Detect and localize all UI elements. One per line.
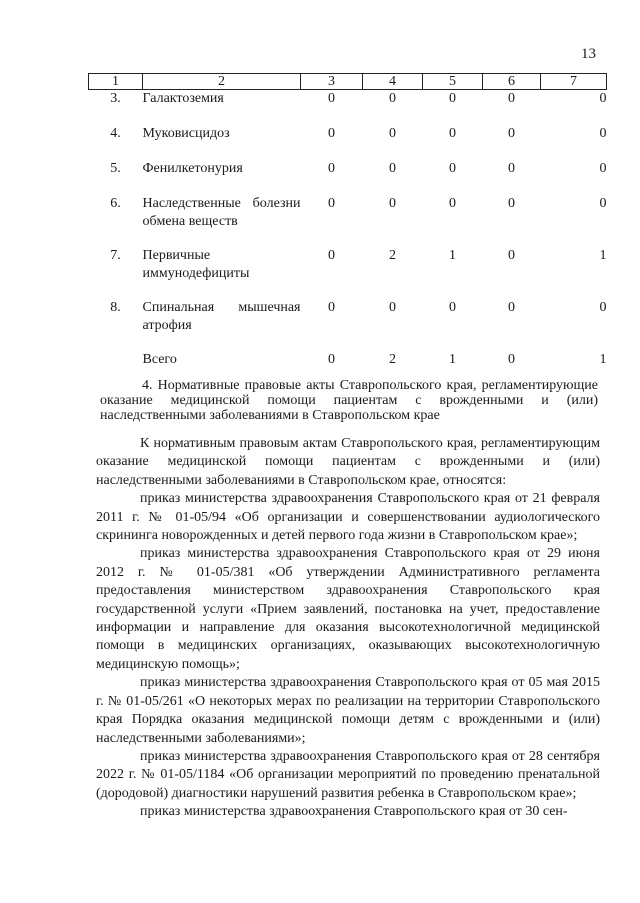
column-header: 2 <box>143 74 301 90</box>
table-cell: 0 <box>328 160 335 176</box>
table-cell: 0 <box>599 160 607 176</box>
table-cell: 1 <box>599 247 607 263</box>
row-number: 5. <box>110 160 121 176</box>
table-cell: 1 <box>449 247 456 263</box>
row-number: 3. <box>110 91 121 106</box>
section-heading: 4. Нормативные правовые акты Ставропольского края, регламентирующие оказание медицинской помощи пациентам с врожденными и (или) наследственными заболеваниями в Ставропольском крае <box>100 378 598 423</box>
table-cell: 0 <box>449 160 456 176</box>
table-cell: 0 <box>328 351 335 367</box>
page-number: 13 <box>581 46 596 62</box>
table-cell: 0 <box>449 299 456 315</box>
table-total-row <box>89 351 607 379</box>
table-cell: 0 <box>389 299 396 315</box>
table-cell: 1 <box>599 351 607 367</box>
table-cell: 0 <box>449 91 456 106</box>
table-cell: 0 <box>508 299 515 315</box>
table-row <box>89 299 607 351</box>
table-cell: 0 <box>328 195 335 211</box>
disease-name: Фенилкетонурия <box>142 160 243 176</box>
table-row <box>89 160 607 195</box>
column-header: 1 <box>89 74 143 90</box>
table-row <box>89 247 607 299</box>
table-cell: 0 <box>508 351 515 367</box>
statistics-table <box>88 73 607 379</box>
paragraph: приказ министерства здравоохранения Ставропольского края от 29 июня 2012 г. № 01-05/381 «Об утверждении Административного регламента предоставления министерством здравоохранения Ставропольского края государственной услуги «Прием заявлений, постановка на учет, предоставление информации и направление для оказания высокотехнологичной медицинской помощи в медицинских организациях, оказывающих высокотехнологичную медицинскую помощь»; <box>96 546 600 672</box>
paragraph: приказ министерства здравоохранения Ставропольского края от 05 мая 2015 г. № 01-05/261 «О некоторых мерах по реализации на территории Ставропольского края Порядка оказания медицинской помощи детям с врожденными и (или) наследственными заболеваниями»; <box>96 675 600 746</box>
table-cell: 0 <box>389 160 396 176</box>
table-cell: 0 <box>508 160 515 176</box>
column-header: 6 <box>483 74 541 90</box>
table-cell: 0 <box>328 125 335 141</box>
table-cell: 0 <box>389 91 396 106</box>
table-cell: 0 <box>328 299 335 315</box>
row-number: 7. <box>110 247 121 263</box>
table-cell: 2 <box>389 351 396 367</box>
table-cell: 0 <box>508 91 515 106</box>
row-number: 4. <box>110 125 121 141</box>
column-header: 3 <box>301 74 363 90</box>
table-cell: 0 <box>449 195 456 211</box>
table-cell: 0 <box>508 125 515 141</box>
disease-name: Галактоземия <box>142 91 224 106</box>
table-row <box>89 90 607 125</box>
table-cell: 0 <box>599 91 607 106</box>
column-header: 7 <box>541 74 607 90</box>
table-row <box>89 125 607 160</box>
paragraph: приказ министерства здравоохранения Ставропольского края от 28 сентября 2022 г. № 01-05/1184 «Об организации мероприятий по проведению пренатальной (дородовой) диагностики нарушений развития ребенка в Ставропольском крае»; <box>96 748 600 801</box>
row-number: 8. <box>110 299 121 315</box>
column-header: 5 <box>423 74 483 90</box>
table-cell: 0 <box>599 195 607 211</box>
table-cell: 0 <box>328 91 335 106</box>
table-cell: 0 <box>389 125 396 141</box>
row-number <box>89 351 143 379</box>
disease-name: Муковисцидоз <box>142 125 230 141</box>
table-cell: 0 <box>449 125 456 141</box>
table-cell: 1 <box>449 351 456 367</box>
paragraph: К нормативным правовым актам Ставропольского края, регламентирующим оказание медицинской помощи пациентам с врожденными и (или) наследственными заболеваниями в Ставропольском крае, относятся: <box>96 436 600 488</box>
table-cell: 0 <box>389 195 396 211</box>
total-label: Всего <box>142 351 177 367</box>
table-cell: 0 <box>328 247 335 263</box>
table-row <box>89 195 607 247</box>
table-cell: 0 <box>508 195 515 211</box>
table-cell: 0 <box>599 125 607 141</box>
body-text <box>96 435 600 822</box>
column-header: 4 <box>363 74 423 90</box>
row-number: 6. <box>110 195 121 211</box>
table-header <box>89 74 607 90</box>
table-cell: 2 <box>389 247 396 263</box>
table-cell: 0 <box>508 247 515 263</box>
paragraph: приказ министерства здравоохранения Ставропольского края от 30 сен- <box>140 804 568 820</box>
disease-name: Наследственные болезни обмена веществ <box>142 195 301 229</box>
table-cell: 0 <box>599 299 607 315</box>
disease-name: Первичные иммунодефициты <box>142 247 250 281</box>
paragraph: приказ министерства здравоохранения Ставропольского края от 21 февраля 2011 г. № 01-05/94 «Об организации и совершенствовании аудиологического скрининга новорожденных и детей первого года жизни в Ставропольском крае»; <box>96 491 600 544</box>
disease-name: Спинальная мышечная атрофия <box>142 299 301 333</box>
